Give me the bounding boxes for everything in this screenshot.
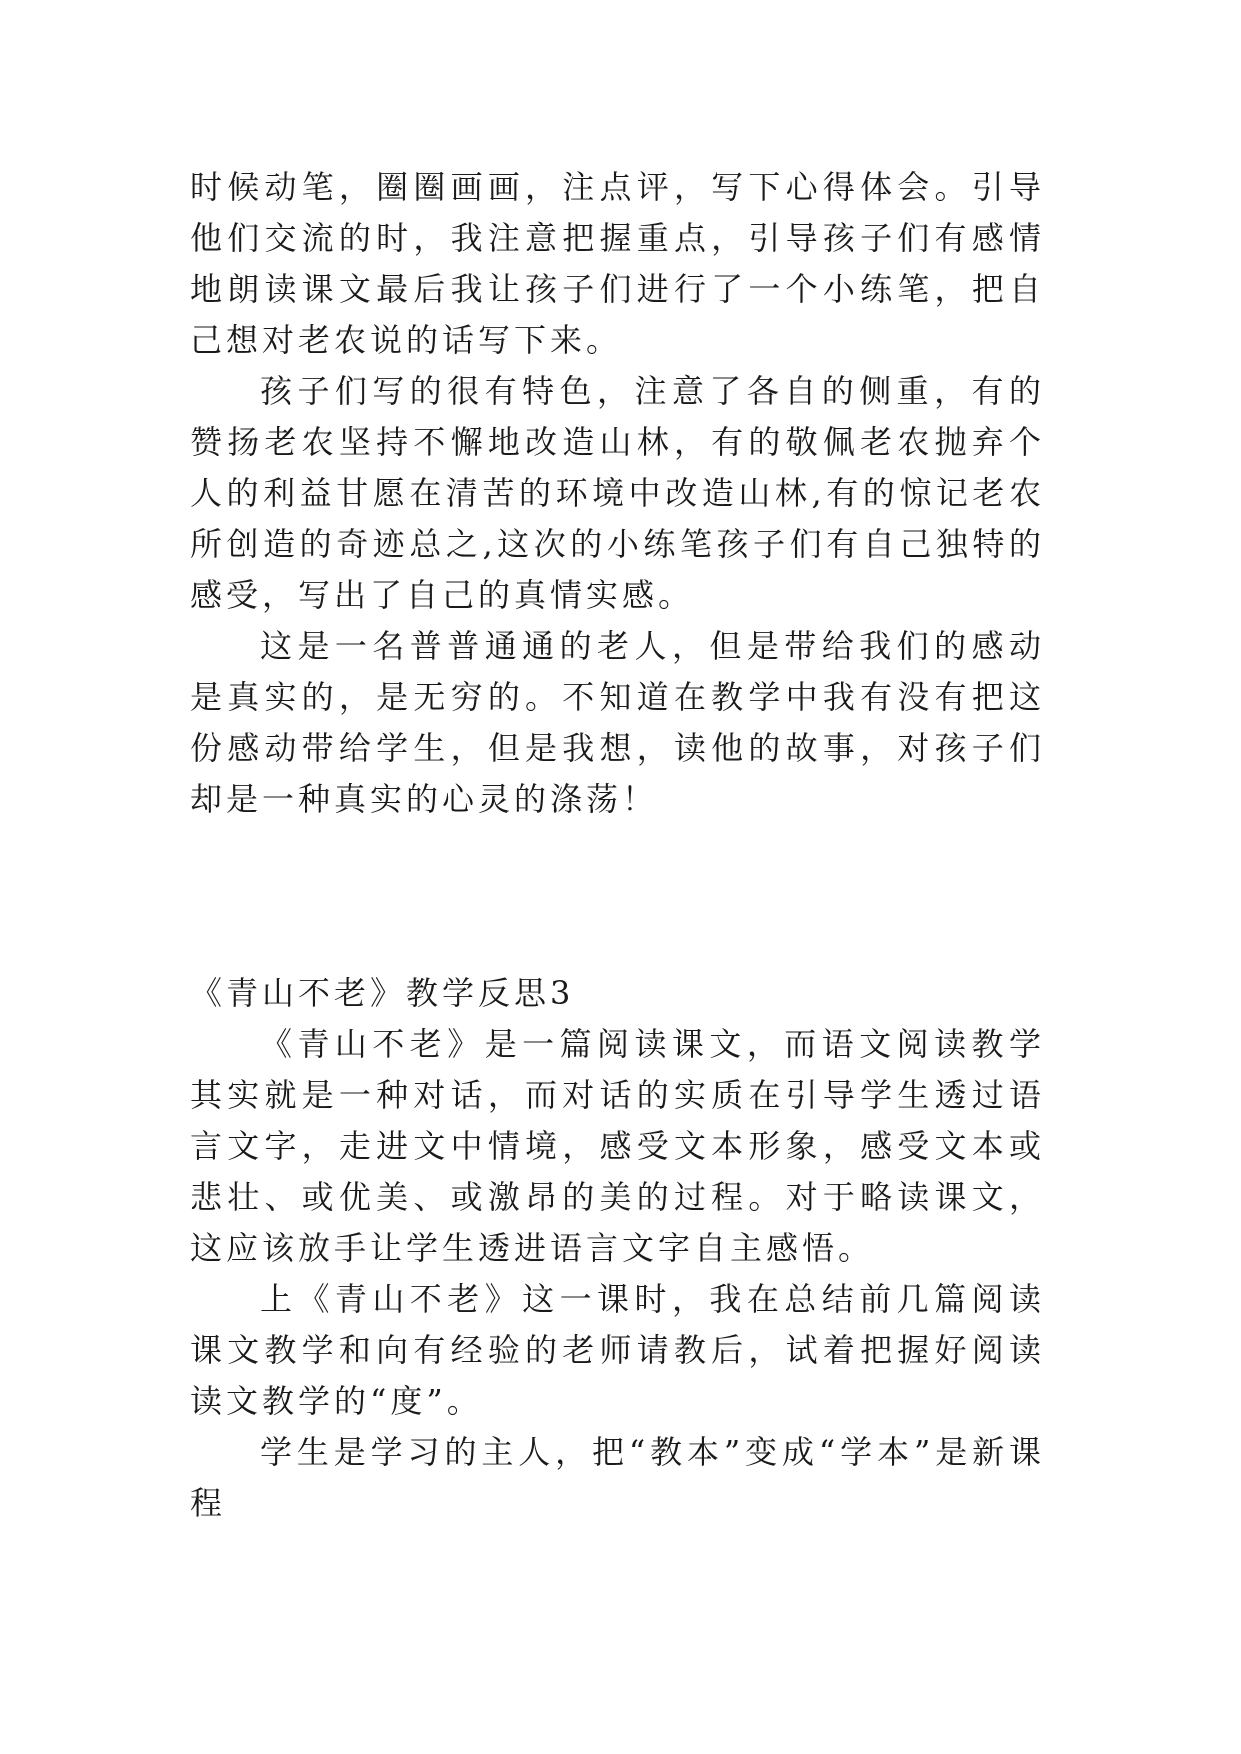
paragraph-continued: 时候动笔，圈圈画画，注点评，写下心得体会。引导他们交流的时，我注意把握重点，引导孩子们有感情地朗读课文最后我让孩子们进行了一个小练笔，把自己想对老农说的话写下来。 — [190, 168, 1045, 359]
section-title: 《青山不老》教学反思3 — [190, 974, 575, 1012]
body-text-top — [190, 162, 1045, 825]
paragraph: 学生是学习的主人，把“教本”变成“学本”是新课程 — [190, 1433, 1045, 1522]
body-text-bottom — [190, 968, 1045, 1529]
paragraph: 上《青山不老》这一课时，我在总结前几篇阅读课文教学和向有经验的老师请教后，试着把握好阅读读文教学的“度”。 — [190, 1280, 1045, 1420]
paragraph: 孩子们写的很有特色，注意了各自的侧重，有的赞扬老农坚持不懈地改造山林，有的敬佩老农抛弃个人的利益甘愿在清苦的环境中改造山林,有的惊记老农所创造的奇迹总之,这次的小练笔孩子们有自己独特的感受，写出了自己的真情实感。 — [190, 372, 1045, 614]
paragraph: 《青山不老》是一篇阅读课文，而语文阅读教学其实就是一种对话，而对话的实质在引导学生透过语言文字，走进文中情境，感受文本形象，感受文本或悲壮、或优美、或激昂的美的过程。对于略读课文，这应该放手让学生透进语言文字自主感悟。 — [190, 1025, 1045, 1267]
paragraph: 这是一名普普通通的老人，但是带给我们的感动是真实的，是无穷的。不知道在教学中我有没有把这份感动带给学生，但是我想，读他的故事，对孩子们却是一种真实的心灵的涤荡！ — [190, 627, 1045, 818]
